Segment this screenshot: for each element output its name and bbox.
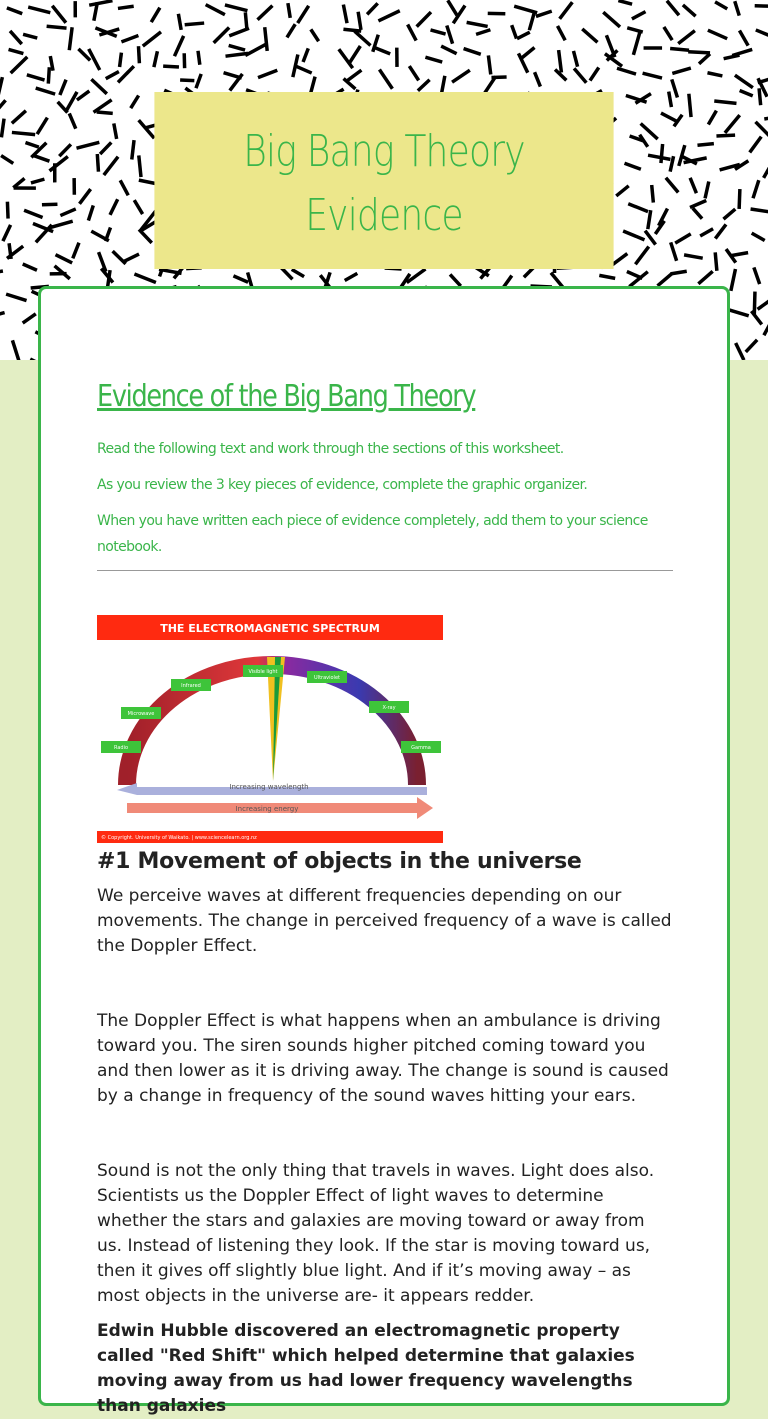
section-heading: Evidence of the Big Bang Theory: [97, 379, 587, 414]
paragraph: The Doppler Effect is what happens when an ambulance is driving toward you. The siren sounds higher pitched coming toward you and then lower as it is driving away. The change is sound is caused by a change in frequency of the sound waves hitting your ears.: [97, 1009, 673, 1109]
title-line-2: Evidence: [154, 184, 613, 248]
instruction: Read the following text and work through the sections of this worksheet.: [97, 436, 673, 462]
energy-label: Increasing energy: [236, 805, 299, 813]
paragraph: Sound is not the only thing that travels in waves. Light does also. Scientists us the Doppler Effect of light waves to determine whether the stars and galaxies are moving toward or away from us. Instead of listening they look. If the star is moving toward us, then it gives off slightly blue light. And if it’s moving away – as most objects in the universe are- it appears redder.: [97, 1159, 673, 1309]
instruction: When you have written each piece of evidence completely, add them to your science notebook.: [97, 508, 673, 560]
wavelength-label: Increasing wavelength: [229, 783, 308, 791]
title-line-1: Big Bang Theory: [154, 120, 613, 184]
bold-paragraph: Edwin Hubble discovered an electromagnetic property called "Red Shift" which helped determine that galaxies moving away from us had lower frequency wavelengths than galaxies: [97, 1319, 673, 1419]
paragraph: We perceive waves at different frequencies depending on our movements. The change in perceived frequency of a wave is called the Doppler Effect.: [97, 884, 673, 959]
evidence-heading: #1 Movement of objects in the universe: [97, 849, 673, 874]
worksheet-card: [38, 286, 730, 1406]
spectrum-label: Radio: [114, 745, 128, 751]
spectrum-label: Visible light: [248, 669, 277, 675]
spectrum-title: THE ELECTROMAGNETIC SPECTRUM: [160, 622, 380, 635]
spectrum-label: Ultraviolet: [314, 675, 340, 681]
spectrum-label: Infrared: [181, 683, 201, 689]
copyright: © Copyright. University of Waikato. | www.sciencelearn.org.nz: [101, 834, 257, 841]
instruction: As you review the 3 key pieces of evidence, complete the graphic organizer.: [97, 472, 673, 498]
spectrum-label: Gamma: [411, 745, 431, 751]
spectrum-label: X-ray: [382, 705, 395, 711]
divider: [97, 570, 673, 571]
page-title: [154, 92, 613, 269]
electromagnetic-spectrum-image: [97, 615, 443, 843]
instructions: [97, 436, 673, 560]
spectrum-label: Microwave: [128, 711, 155, 717]
